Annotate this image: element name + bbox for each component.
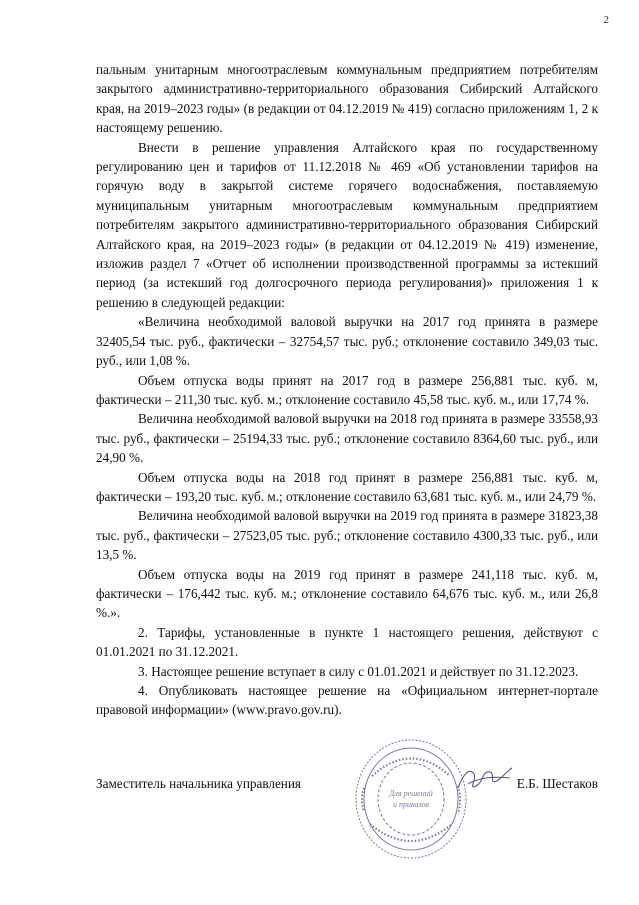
document-body	[96, 60, 598, 720]
paragraph-revenue-2019: Величина необходимой валовой выручки на 2019 год принята в размере 31823,38 тыс. руб., фактически – 27523,05 тыс. руб.; отклонение составило 4300,33 тыс. руб., или 13,5 %.	[96, 508, 598, 563]
paragraph-volume-2017: Объем отпуска воды принят на 2017 год в размере 256,881 тыс. куб. м, фактически – 211,30 тыс. куб. м.; отклонение составило 45,58 тыс. куб. м., или 17,74 %.	[96, 372, 598, 407]
paragraph-item-3: 3. Настоящее решение вступает в силу с 01.01.2021 и действует по 31.12.2023.	[138, 663, 579, 679]
signatory-title: Заместитель начальника управления	[96, 776, 301, 791]
seal-text-line-1: Для решений	[389, 789, 433, 798]
paragraph-volume-2019: Объем отпуска воды на 2019 год принят в размере 241,118 тыс. куб. м, фактически – 176,442 тыс. куб. м.; отклонение составило 64,676 тыс. куб. м., или 26,8 %.».	[96, 566, 598, 621]
paragraph-amendment: Внести в решение управления Алтайского края по государственному регулированию цен и тарифов от 11.12.2018 № 469 «Об установлении тарифов на горячую воду в закрытой системе горячего водоснабжения, поставляемую муниципальным унитарным многоотраслевым коммунальным предприятием потребителям закрытого административно-территориального образования Сибирский Алтайского края, на 2019–2023 годы» (в редакции от 04.12.2019 № 419) изменение, изложив раздел 7 «Отчет об исполнении производственной программы за истекший период (за истекший год долгосрочного периода регулирования)» приложения 1 к решению в следующей редакции:	[96, 139, 598, 310]
paragraph-item-4: 4. Опубликовать настоящее решение на «Официальном интернет-портале правовой информации» (www.pravo.gov.ru).	[96, 683, 598, 718]
paragraph-volume-2018: Объем отпуска воды на 2018 год принят в размере 256,881 тыс. куб. м, фактически – 193,20 тыс. куб. м.; отклонение составило 63,681 тыс. куб. м., или 24,79 %.	[96, 469, 598, 504]
page-number: 2	[603, 14, 609, 26]
signatory-name: Е.Б. Шестаков	[516, 776, 598, 791]
seal-text-line-2: и приказов	[392, 800, 430, 809]
paragraph-continuation: пальным унитарным многоотраслевым коммунальным предприятием потребителям закрытого административно-территориального образования Сибирский Алтайского края, на 2019–2023 годы» (в редакции от 04.12.2019 № 419) согласно приложениям 1, 2 к настоящему решению.	[96, 62, 598, 136]
paragraph-item-2: 2. Тарифы, установленные в пункте 1 настоящего решения, действуют с 01.01.2021 по 31.12.2021.	[96, 624, 598, 660]
signature-block	[96, 776, 598, 806]
paragraph-revenue-2017: «Величина необходимой валовой выручки на 2017 год принята в размере 32405,54 тыс. руб., фактически – 32754,57 тыс. руб.; отклонение составило 349,03 тыс. руб., или 1,08 %.	[96, 314, 598, 369]
paragraph-revenue-2018: Величина необходимой валовой выручки на 2018 год принята в размере 33558,93 тыс. руб., фактически – 25194,33 тыс. руб.; отклонение составило 8364,60 тыс. руб., или 24,90 %.	[96, 411, 598, 466]
